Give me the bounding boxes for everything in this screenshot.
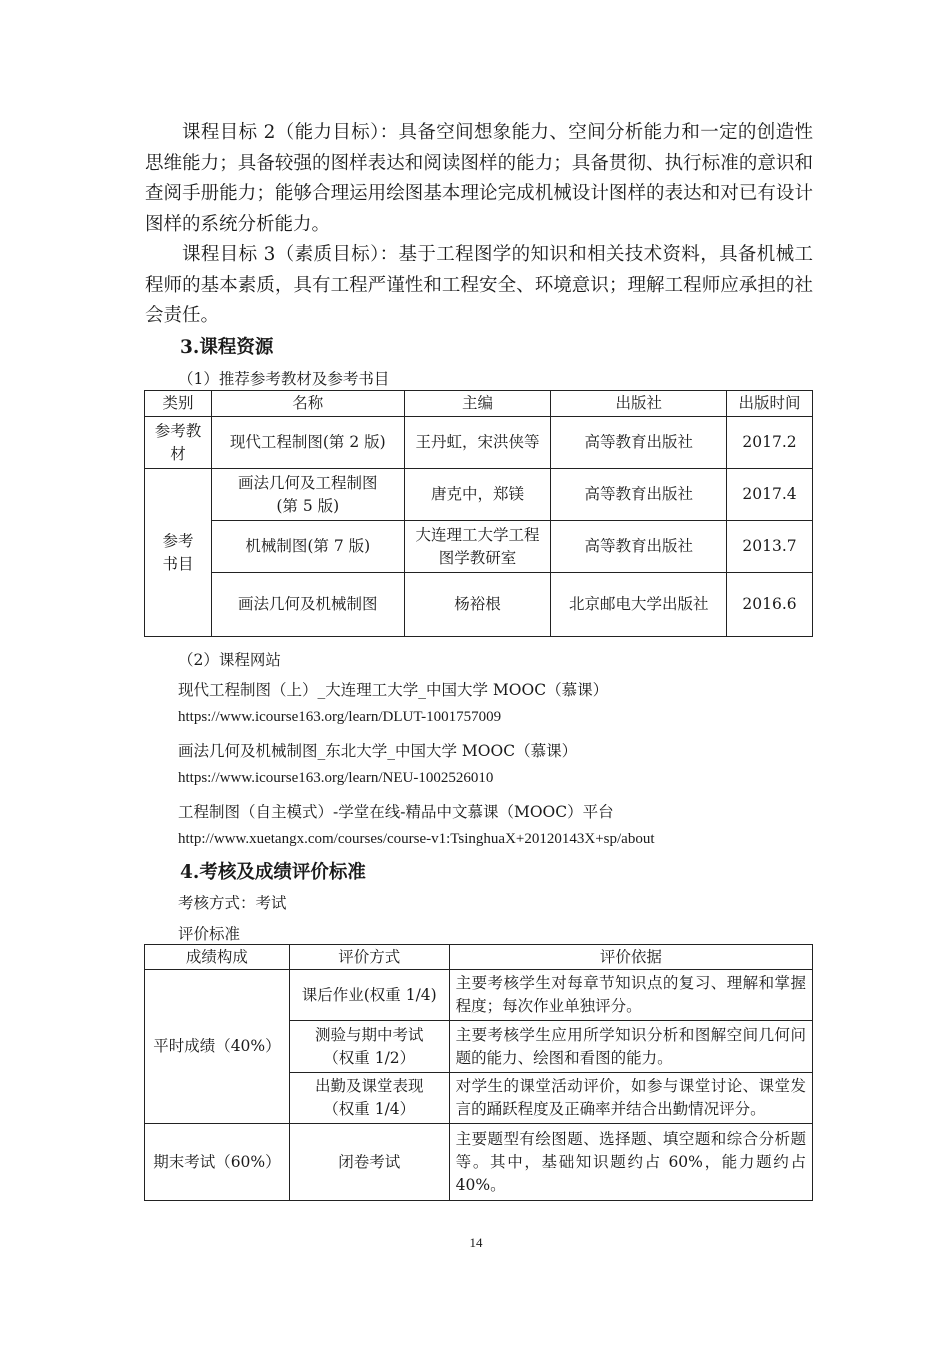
table-row: [145, 970, 813, 1021]
table-header-row: [145, 945, 813, 970]
website-link-2[interactable]: https://www.icourse163.org/learn/NEU-1002526010: [178, 770, 494, 786]
basis-cell: 主要题型有绘图题、选择题、填空题和综合分析题等。其中，基础知识题约占 60%，能力题约占 40%。: [449, 1124, 812, 1201]
usual-score-cell: 平时成绩（40%）: [145, 970, 290, 1124]
publisher-cell: 高等教育出版社: [551, 469, 727, 521]
year-cell: 2017.2: [727, 417, 813, 469]
editor-cell: 唐克中，郑镁: [404, 469, 551, 521]
basis-cell: 主要考核学生应用所学知识分析和图解空间几何问题的能力、绘图和看图的能力。: [449, 1021, 812, 1073]
section-3-heading: 3.课程资源: [180, 337, 274, 358]
page-number: 14: [469, 1235, 483, 1250]
year-cell: 2013.7: [727, 521, 813, 573]
name-cell: 现代工程制图(第 2 版): [211, 417, 404, 469]
header-name: 名称: [211, 391, 404, 417]
header-method: 评价方式: [289, 945, 449, 970]
table-row: [145, 521, 813, 573]
basis-cell: 对学生的课堂活动评价，如参与课堂讨论、课堂发言的踊跃程度及正确率并结合出勤情况评分。: [449, 1073, 812, 1124]
editor-cell: 杨裕根: [404, 573, 551, 637]
category-cell: 参考教材: [145, 417, 212, 469]
course-goal-3-paragraph: 课程目标 3（素质目标）：基于工程图学的知识和相关技术资料，具备机械工程师的基本素质，具有工程严谨性和工程安全、环境意识；理解工程师应承担的社会责任。: [145, 244, 813, 326]
year-cell: 2017.4: [727, 469, 813, 521]
publisher-cell: 北京邮电大学出版社: [551, 573, 727, 637]
website-link-3[interactable]: http://www.xuetangx.com/courses/course-v1:TsinghuaX+20120143X+sp/about: [178, 831, 655, 847]
table-header-row: [145, 391, 813, 417]
header-category: 类别: [145, 391, 212, 417]
name-cell: 画法几何及机械制图: [211, 573, 404, 637]
website-title-1: 现代工程制图（上）_大连理工大学_中国大学 MOOC（慕课）: [178, 681, 609, 699]
reference-books-table: [144, 390, 813, 637]
website-title-3: 工程制图（自主模式）-学堂在线-精品中文慕课（MOOC）平台: [178, 803, 614, 821]
table-row: [145, 417, 813, 469]
header-editor: 主编: [404, 391, 551, 417]
website-title-2: 画法几何及机械制图_东北大学_中国大学 MOOC（慕课）: [178, 742, 578, 760]
editor-cell: 王丹虹，宋洪侠等: [404, 417, 551, 469]
header-publisher: 出版社: [551, 391, 727, 417]
header-composition: 成绩构成: [145, 945, 290, 970]
grading-criteria-table: [144, 944, 813, 1201]
textbook-subheading: （1）推荐参考教材及参考书目: [178, 370, 390, 388]
assessment-method: 考核方式：考试: [178, 894, 287, 912]
table-row: [145, 573, 813, 637]
year-cell: 2016.6: [727, 573, 813, 637]
category-cell: 参考书目: [145, 469, 212, 637]
publisher-cell: 高等教育出版社: [551, 417, 727, 469]
name-cell: 机械制图(第 7 版): [211, 521, 404, 573]
method-cell: 闭卷考试: [289, 1124, 449, 1201]
course-website-subheading: （2）课程网站: [178, 651, 281, 669]
criteria-label: 评价标准: [178, 925, 241, 943]
method-cell: 测验与期中考试（权重 1/2）: [289, 1021, 449, 1073]
course-goal-2-paragraph: 课程目标 2（能力目标）：具备空间想象能力、空间分析能力和一定的创造性思维能力；具备较强的图样表达和阅读图样的能力；具备贯彻、执行标准的意识和查阅手册能力；能够合理运用绘图基本理论完成机械设计图样的表达和对已有设计图样的系统分析能力。: [145, 122, 813, 235]
table-row: [145, 469, 813, 521]
basis-cell: 主要考核学生对每章节知识点的复习、理解和掌握程度；每次作业单独评分。: [449, 970, 812, 1021]
editor-cell: 大连理工大学工程图学教研室: [404, 521, 551, 573]
header-year: 出版时间: [727, 391, 813, 417]
name-cell: 画法几何及工程制图(第 5 版): [211, 469, 404, 521]
publisher-cell: 高等教育出版社: [551, 521, 727, 573]
header-basis: 评价依据: [449, 945, 812, 970]
method-cell: 课后作业(权重 1/4): [289, 970, 449, 1021]
method-cell: 出勤及课堂表现（权重 1/4）: [289, 1073, 449, 1124]
website-link-1[interactable]: https://www.icourse163.org/learn/DLUT-1001757009: [178, 709, 502, 725]
table-row: [145, 1124, 813, 1201]
final-exam-cell: 期末考试（60%）: [145, 1124, 290, 1201]
section-4-heading: 4.考核及成绩评价标准: [180, 862, 366, 883]
